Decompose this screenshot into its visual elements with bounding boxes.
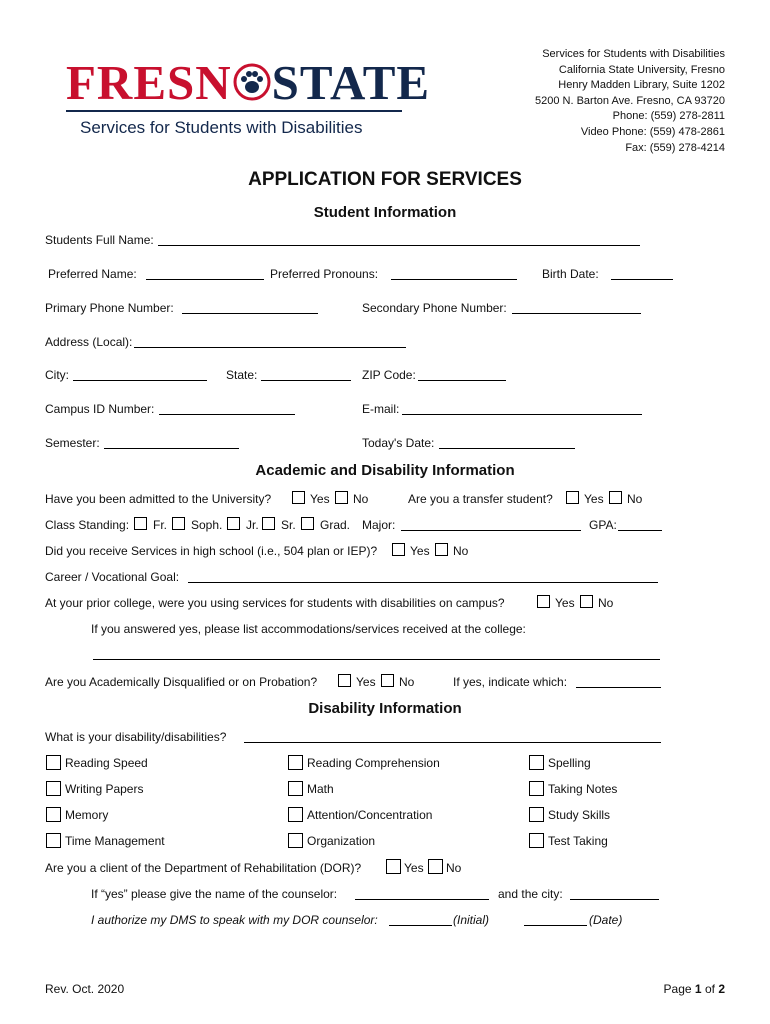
probation-yes-label: Yes (356, 675, 376, 689)
page-title: APPLICATION FOR SERVICES (248, 169, 522, 190)
class-sr-label: Sr. (281, 518, 296, 532)
prior-college-question: At your prior college, were you using services for students with disabilities on campus? (45, 596, 505, 610)
organization-checkbox[interactable] (288, 833, 303, 848)
accommodations-prompt: If you answered yes, please list accommodations/services received at the college: (91, 622, 526, 636)
attention-checkbox[interactable] (288, 807, 303, 822)
attention-label: Attention/Concentration (307, 808, 433, 822)
taking-notes-label: Taking Notes (548, 782, 618, 796)
city-label: City: (45, 368, 69, 382)
test-taking-checkbox[interactable] (529, 833, 544, 848)
section-heading-academic: Academic and Disability Information (255, 462, 515, 479)
writing-papers-label: Writing Papers (65, 782, 144, 796)
transfer-no-label: No (627, 492, 643, 506)
organization-label: Organization (307, 834, 376, 848)
counselor-city-label: and the city: (498, 887, 563, 901)
gpa-field[interactable] (618, 530, 662, 531)
address-line: Video Phone: (559) 478-2861 (580, 125, 725, 138)
taking-notes-checkbox[interactable] (529, 781, 544, 796)
admitted-question: Have you been admitted to the University? (45, 492, 272, 506)
disability-field[interactable] (244, 742, 661, 743)
reading-comprehension-checkbox[interactable] (288, 755, 303, 770)
section-heading-disability: Disability Information (308, 700, 462, 717)
class-grad-checkbox[interactable] (301, 517, 314, 530)
page-number (664, 982, 725, 996)
probation-question: Are you Academically Disqualified or on Probation? (45, 675, 318, 689)
reading-speed-checkbox[interactable] (46, 755, 61, 770)
birth-date-field[interactable] (611, 279, 673, 280)
accommodations-field[interactable] (93, 659, 660, 660)
probation-yes-checkbox[interactable] (338, 674, 351, 687)
probation-no-label: No (399, 675, 415, 689)
primary-phone-field[interactable] (182, 313, 318, 314)
address-field[interactable] (134, 347, 406, 348)
address-line: Phone: (559) 278-2811 (612, 110, 725, 123)
class-fr-checkbox[interactable] (134, 517, 147, 530)
todays-date-field[interactable] (439, 448, 575, 449)
campus-id-field[interactable] (159, 414, 295, 415)
revision-date: Rev. Oct. 2020 (45, 982, 125, 996)
email-field[interactable] (402, 414, 642, 415)
zip-field[interactable] (418, 380, 506, 381)
logo-part1: FRESN (66, 55, 232, 110)
math-label: Math (307, 782, 334, 796)
time-management-label: Time Management (65, 834, 165, 848)
math-checkbox[interactable] (288, 781, 303, 796)
transfer-no-checkbox[interactable] (609, 491, 622, 504)
preferred-pronouns-field[interactable] (391, 279, 517, 280)
preferred-name-field[interactable] (146, 279, 264, 280)
admitted-no-checkbox[interactable] (335, 491, 348, 504)
logo (66, 55, 431, 110)
career-goal-label: Career / Vocational Goal: (45, 570, 180, 584)
major-label: Major: (362, 518, 396, 532)
page-of: of (704, 982, 715, 996)
transfer-yes-label: Yes (584, 492, 604, 506)
dor-no-label: No (446, 861, 462, 875)
counselor-city-field[interactable] (570, 899, 659, 900)
indicate-which-field[interactable] (576, 687, 661, 688)
class-sr-checkbox[interactable] (262, 517, 275, 530)
section-heading-student: Student Information (313, 204, 457, 221)
study-skills-checkbox[interactable] (529, 807, 544, 822)
gpa-label: GPA: (589, 518, 617, 532)
full-name-label: Students Full Name: (45, 233, 154, 247)
address-label: Address (Local): (45, 335, 133, 349)
page-total: 2 (718, 982, 725, 996)
zip-label: ZIP Code: (362, 368, 416, 382)
writing-papers-checkbox[interactable] (46, 781, 61, 796)
disability-question: What is your disability/disabilities? (45, 730, 227, 744)
date-label: (Date) (589, 913, 623, 927)
class-soph-checkbox[interactable] (172, 517, 185, 530)
birth-date-label: Birth Date: (542, 267, 599, 281)
authorize-statement: I authorize my DMS to speak with my DOR counselor: (91, 913, 378, 927)
admitted-yes-label: Yes (310, 492, 330, 506)
primary-phone-label: Primary Phone Number: (45, 301, 174, 315)
career-goal-field[interactable] (188, 582, 658, 583)
preferred-pronouns-label: Preferred Pronouns: (270, 267, 379, 281)
class-fr-label: Fr. (153, 518, 167, 532)
logo-subtitle: Services for Students with Disabilities (80, 118, 363, 137)
transfer-yes-checkbox[interactable] (566, 491, 579, 504)
secondary-phone-field[interactable] (512, 313, 641, 314)
address-line: Services for Students with Disabilities (542, 48, 725, 60)
hs-no-label: No (453, 544, 469, 558)
page-prefix: Page (663, 982, 692, 996)
address-line: Henry Madden Library, Suite 1202 (558, 79, 725, 92)
high-school-question: Did you receive Services in high school (i.e., 504 plan or IEP)? (45, 544, 378, 558)
page-current: 1 (694, 982, 702, 996)
prior-college-yes-label: Yes (555, 596, 575, 610)
admitted-no-label: No (353, 492, 369, 506)
probation-no-checkbox[interactable] (381, 674, 394, 687)
hs-yes-checkbox[interactable] (392, 543, 405, 556)
class-grad-label: Grad. (320, 518, 351, 532)
transfer-question: Are you a transfer student? (408, 492, 553, 506)
prior-college-no-label: No (598, 596, 614, 610)
office-address (465, 47, 725, 156)
memory-checkbox[interactable] (46, 807, 61, 822)
email-label: E-mail: (362, 402, 400, 416)
class-standing-label: Class Standing: (45, 518, 130, 532)
initial-field[interactable] (389, 925, 452, 926)
class-soph-label: Soph. (191, 518, 223, 532)
time-management-checkbox[interactable] (46, 833, 61, 848)
admitted-yes-checkbox[interactable] (292, 491, 305, 504)
dor-question: Are you a client of the Department of Rehabilitation (DOR)? (45, 861, 362, 875)
test-taking-label: Test Taking (548, 834, 608, 848)
counselor-label: If “yes” please give the name of the counselor: (91, 887, 338, 901)
logo-divider (66, 110, 402, 112)
dor-yes-label: Yes (404, 861, 424, 875)
full-name-field[interactable] (158, 245, 640, 246)
initial-label: (Initial) (453, 913, 490, 927)
spelling-checkbox[interactable] (529, 755, 544, 770)
memory-label: Memory (65, 808, 109, 822)
class-jr-checkbox[interactable] (227, 517, 240, 530)
semester-field[interactable] (104, 448, 239, 449)
hs-no-checkbox[interactable] (435, 543, 448, 556)
address-line: California State University, Fresno (558, 63, 725, 76)
counselor-field[interactable] (355, 899, 489, 900)
todays-date-label: Today's Date: (362, 436, 435, 450)
reading-comprehension-label: Reading Comprehension (307, 756, 440, 770)
state-field[interactable] (261, 380, 351, 381)
indicate-which-label: If yes, indicate which: (453, 675, 568, 689)
preferred-name-label: Preferred Name: (48, 267, 137, 281)
address-line: 5200 N. Barton Ave. Fresno, CA 93720 (535, 94, 725, 107)
hs-yes-label: Yes (410, 544, 430, 558)
prior-college-no-checkbox[interactable] (580, 595, 593, 608)
dor-no-checkbox[interactable] (428, 859, 443, 874)
reading-speed-label: Reading Speed (65, 756, 148, 770)
campus-id-label: Campus ID Number: (45, 402, 155, 416)
paw-icon (233, 60, 271, 98)
study-skills-label: Study Skills (548, 808, 611, 822)
spelling-label: Spelling (548, 756, 591, 770)
logo-part2: STATE (271, 55, 431, 110)
semester-label: Semester: (45, 436, 100, 450)
secondary-phone-label: Secondary Phone Number: (362, 301, 507, 315)
major-field[interactable] (401, 530, 581, 531)
class-jr-label: Jr. (246, 518, 259, 532)
prior-college-yes-checkbox[interactable] (537, 595, 550, 608)
date-field[interactable] (524, 925, 587, 926)
dor-yes-checkbox[interactable] (386, 859, 401, 874)
state-label: State: (226, 368, 258, 382)
city-field[interactable] (73, 380, 207, 381)
address-line: Fax: (559) 278-4214 (625, 141, 725, 154)
